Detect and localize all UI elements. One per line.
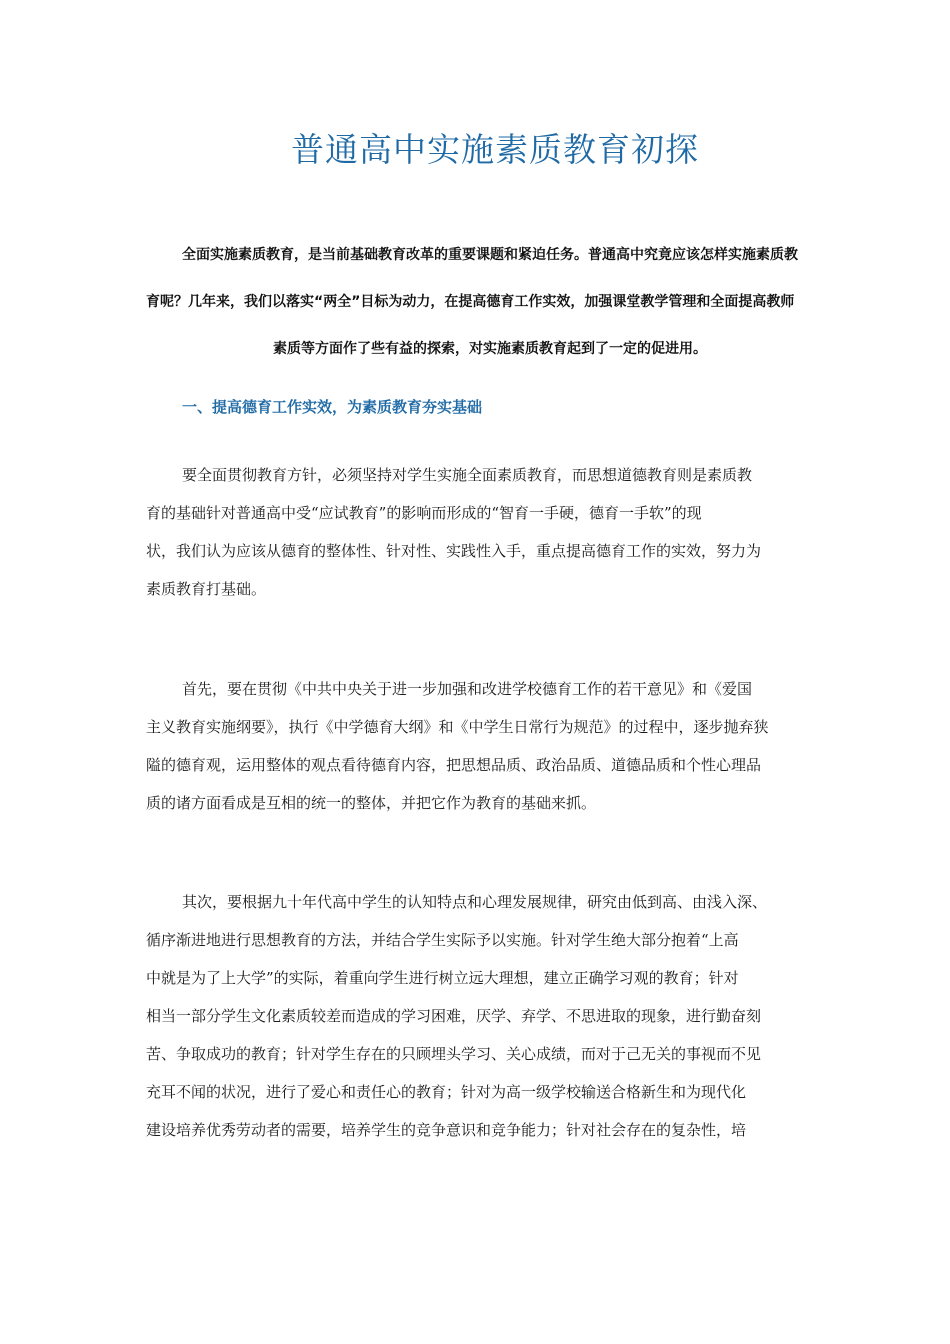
- paragraph-line: 隘的德育观，运用整体的观点看待德育内容，把思想品质、政治品质、道德品质和个性心理品: [146, 756, 762, 774]
- paragraph-line: 建设培养优秀劳动者的需要，培养学生的竞争意识和竞争能力；针对社会存在的复杂性，培: [146, 1121, 747, 1139]
- body-paragraph: [146, 670, 810, 822]
- paragraph-line: 要全面贯彻教育方针，必须坚持对学生实施全面素质教育，而思想道德教育则是素质教: [182, 466, 753, 484]
- paragraph-line: 相当一部分学生文化素质较差而造成的学习困难，厌学、弃学、不思进取的现象，进行勤奋刻: [146, 1007, 762, 1025]
- paragraph-line: 状，我们认为应该从德育的整体性、针对性、实践性入手，重点提高德育工作的实效，努力为: [146, 542, 762, 560]
- body-paragraph: [146, 456, 810, 608]
- paragraph-line: 中就是为了上大学”的实际，着重向学生进行树立远大理想，建立正确学习观的教育；针对: [146, 969, 739, 987]
- abstract-line: 素质等方面作了些有益的探索，对实施素质教育起到了一定的促进用。: [273, 341, 707, 357]
- paragraph-line: 充耳不闻的状况，进行了爱心和责任心的教育；针对为高一级学校输送合格新生和为现代化: [146, 1083, 747, 1101]
- paragraph-line: 首先，要在贯彻《中共中央关于进一步加强和改进学校德育工作的若干意见》和《爱国: [182, 680, 753, 698]
- abstract-line: 育呢？几年来，我们以落实“两全”目标为动力，在提高德育工作实效，加强课堂教学管理和全面提高教师: [146, 294, 795, 310]
- document-title: 普通高中实施素质教育初探: [291, 130, 699, 169]
- section-heading: 一、提高德育工作实效，为素质教育夯实基础: [182, 398, 483, 416]
- abstract-line: 全面实施素质教育，是当前基础教育改革的重要课题和紧迫任务。普通高中究竟应该怎样实施素质教: [182, 247, 798, 263]
- paragraph-line: 素质教育打基础。: [146, 580, 267, 598]
- paragraph-line: 育的基础针对普通高中受“应试教育”的影响而形成的“智育一手硬，德育一手软”的现: [146, 504, 702, 522]
- paragraph-line: 其次，要根据九十年代高中学生的认知特点和心理发展规律，研究由低到高、由浅入深、: [182, 893, 768, 911]
- paragraph-line: 质的诸方面看成是互相的统一的整体，并把它作为教育的基础来抓。: [146, 794, 597, 812]
- paragraph-line: 循序渐进地进行思想教育的方法，并结合学生实际予以实施。针对学生绝大部分抱着“上高: [146, 931, 739, 949]
- body-paragraph: [146, 883, 810, 1149]
- abstract: [146, 232, 810, 373]
- paragraph-line: 苦、争取成功的教育；针对学生存在的只顾埋头学习、关心成绩，而对于己无关的事视而不见: [146, 1045, 762, 1063]
- paragraph-line: 主义教育实施纲要》，执行《中学德育大纲》和《中学生日常行为规范》的过程中，逐步抛弃狭: [146, 718, 769, 736]
